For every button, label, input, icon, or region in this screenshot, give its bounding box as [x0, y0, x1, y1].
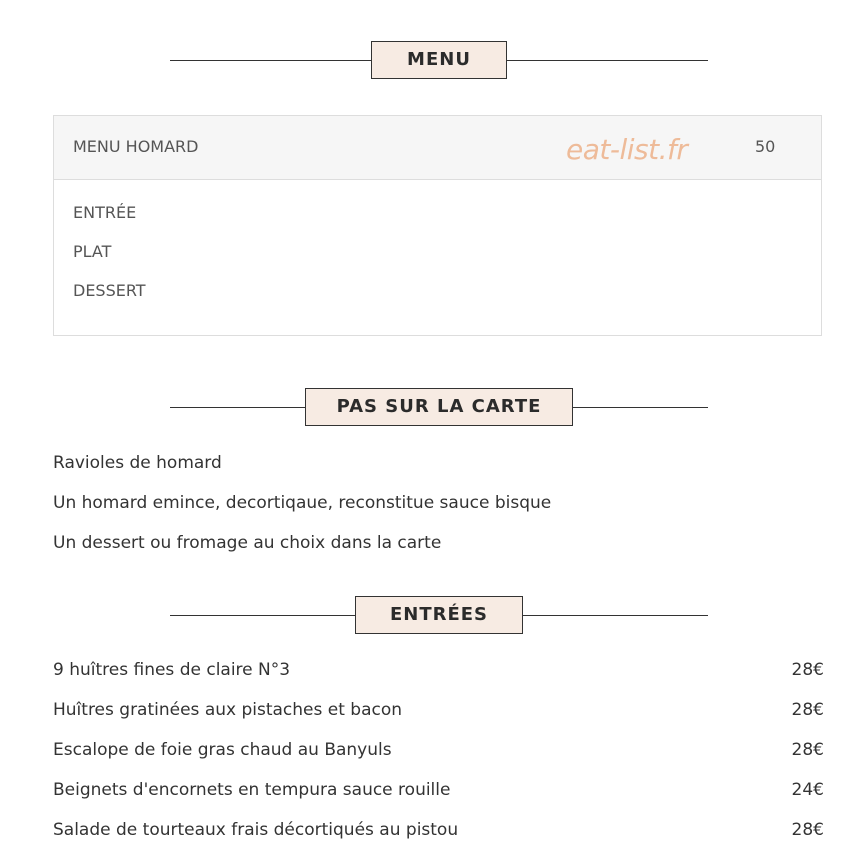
course-item: ENTRÉE [73, 203, 137, 222]
course-list [73, 202, 146, 319]
dish-price: 28€ [791, 820, 824, 840]
section-label: MENU [371, 41, 507, 79]
dish-price: 28€ [791, 740, 824, 760]
menu-homard-card [53, 115, 822, 336]
dish-price: 28€ [791, 700, 824, 720]
dish-name: Huîtres gratinées aux pistaches et bacon [53, 700, 403, 720]
dish-price: 28€ [791, 660, 824, 680]
watermark: eat-list.fr [566, 133, 688, 166]
dish-price: 24€ [791, 780, 824, 800]
pas-sur-la-carte-list [53, 451, 551, 571]
list-item: Un homard emince, decortiqaue, reconstitue sauce bisque [53, 493, 552, 513]
list-item: Un dessert ou fromage au choix dans la carte [53, 533, 442, 553]
dish-row [53, 818, 824, 858]
menu-price: 50 [755, 137, 776, 156]
menu-card-header [54, 116, 821, 180]
dish-row [53, 658, 824, 698]
course-item: PLAT [73, 242, 112, 261]
section-label: ENTRÉES [355, 596, 523, 634]
section-title-menu [170, 41, 708, 79]
list-item: Ravioles de homard [53, 453, 222, 473]
dish-name: Beignets d'encornets en tempura sauce rouille [53, 780, 451, 800]
dish-row [53, 698, 824, 738]
course-item: DESSERT [73, 281, 146, 300]
entrees-list [53, 658, 824, 858]
section-label: PAS SUR LA CARTE [305, 388, 573, 426]
section-title-entrees [170, 596, 708, 634]
dish-name: 9 huîtres fines de claire N°3 [53, 660, 291, 680]
section-title-pas-sur-la-carte [170, 388, 708, 426]
dish-row [53, 778, 824, 818]
dish-name: Salade de tourteaux frais décortiqués au pistou [53, 820, 459, 840]
dish-name: Escalope de foie gras chaud au Banyuls [53, 740, 392, 760]
menu-name: MENU HOMARD [73, 137, 199, 156]
dish-row [53, 738, 824, 778]
